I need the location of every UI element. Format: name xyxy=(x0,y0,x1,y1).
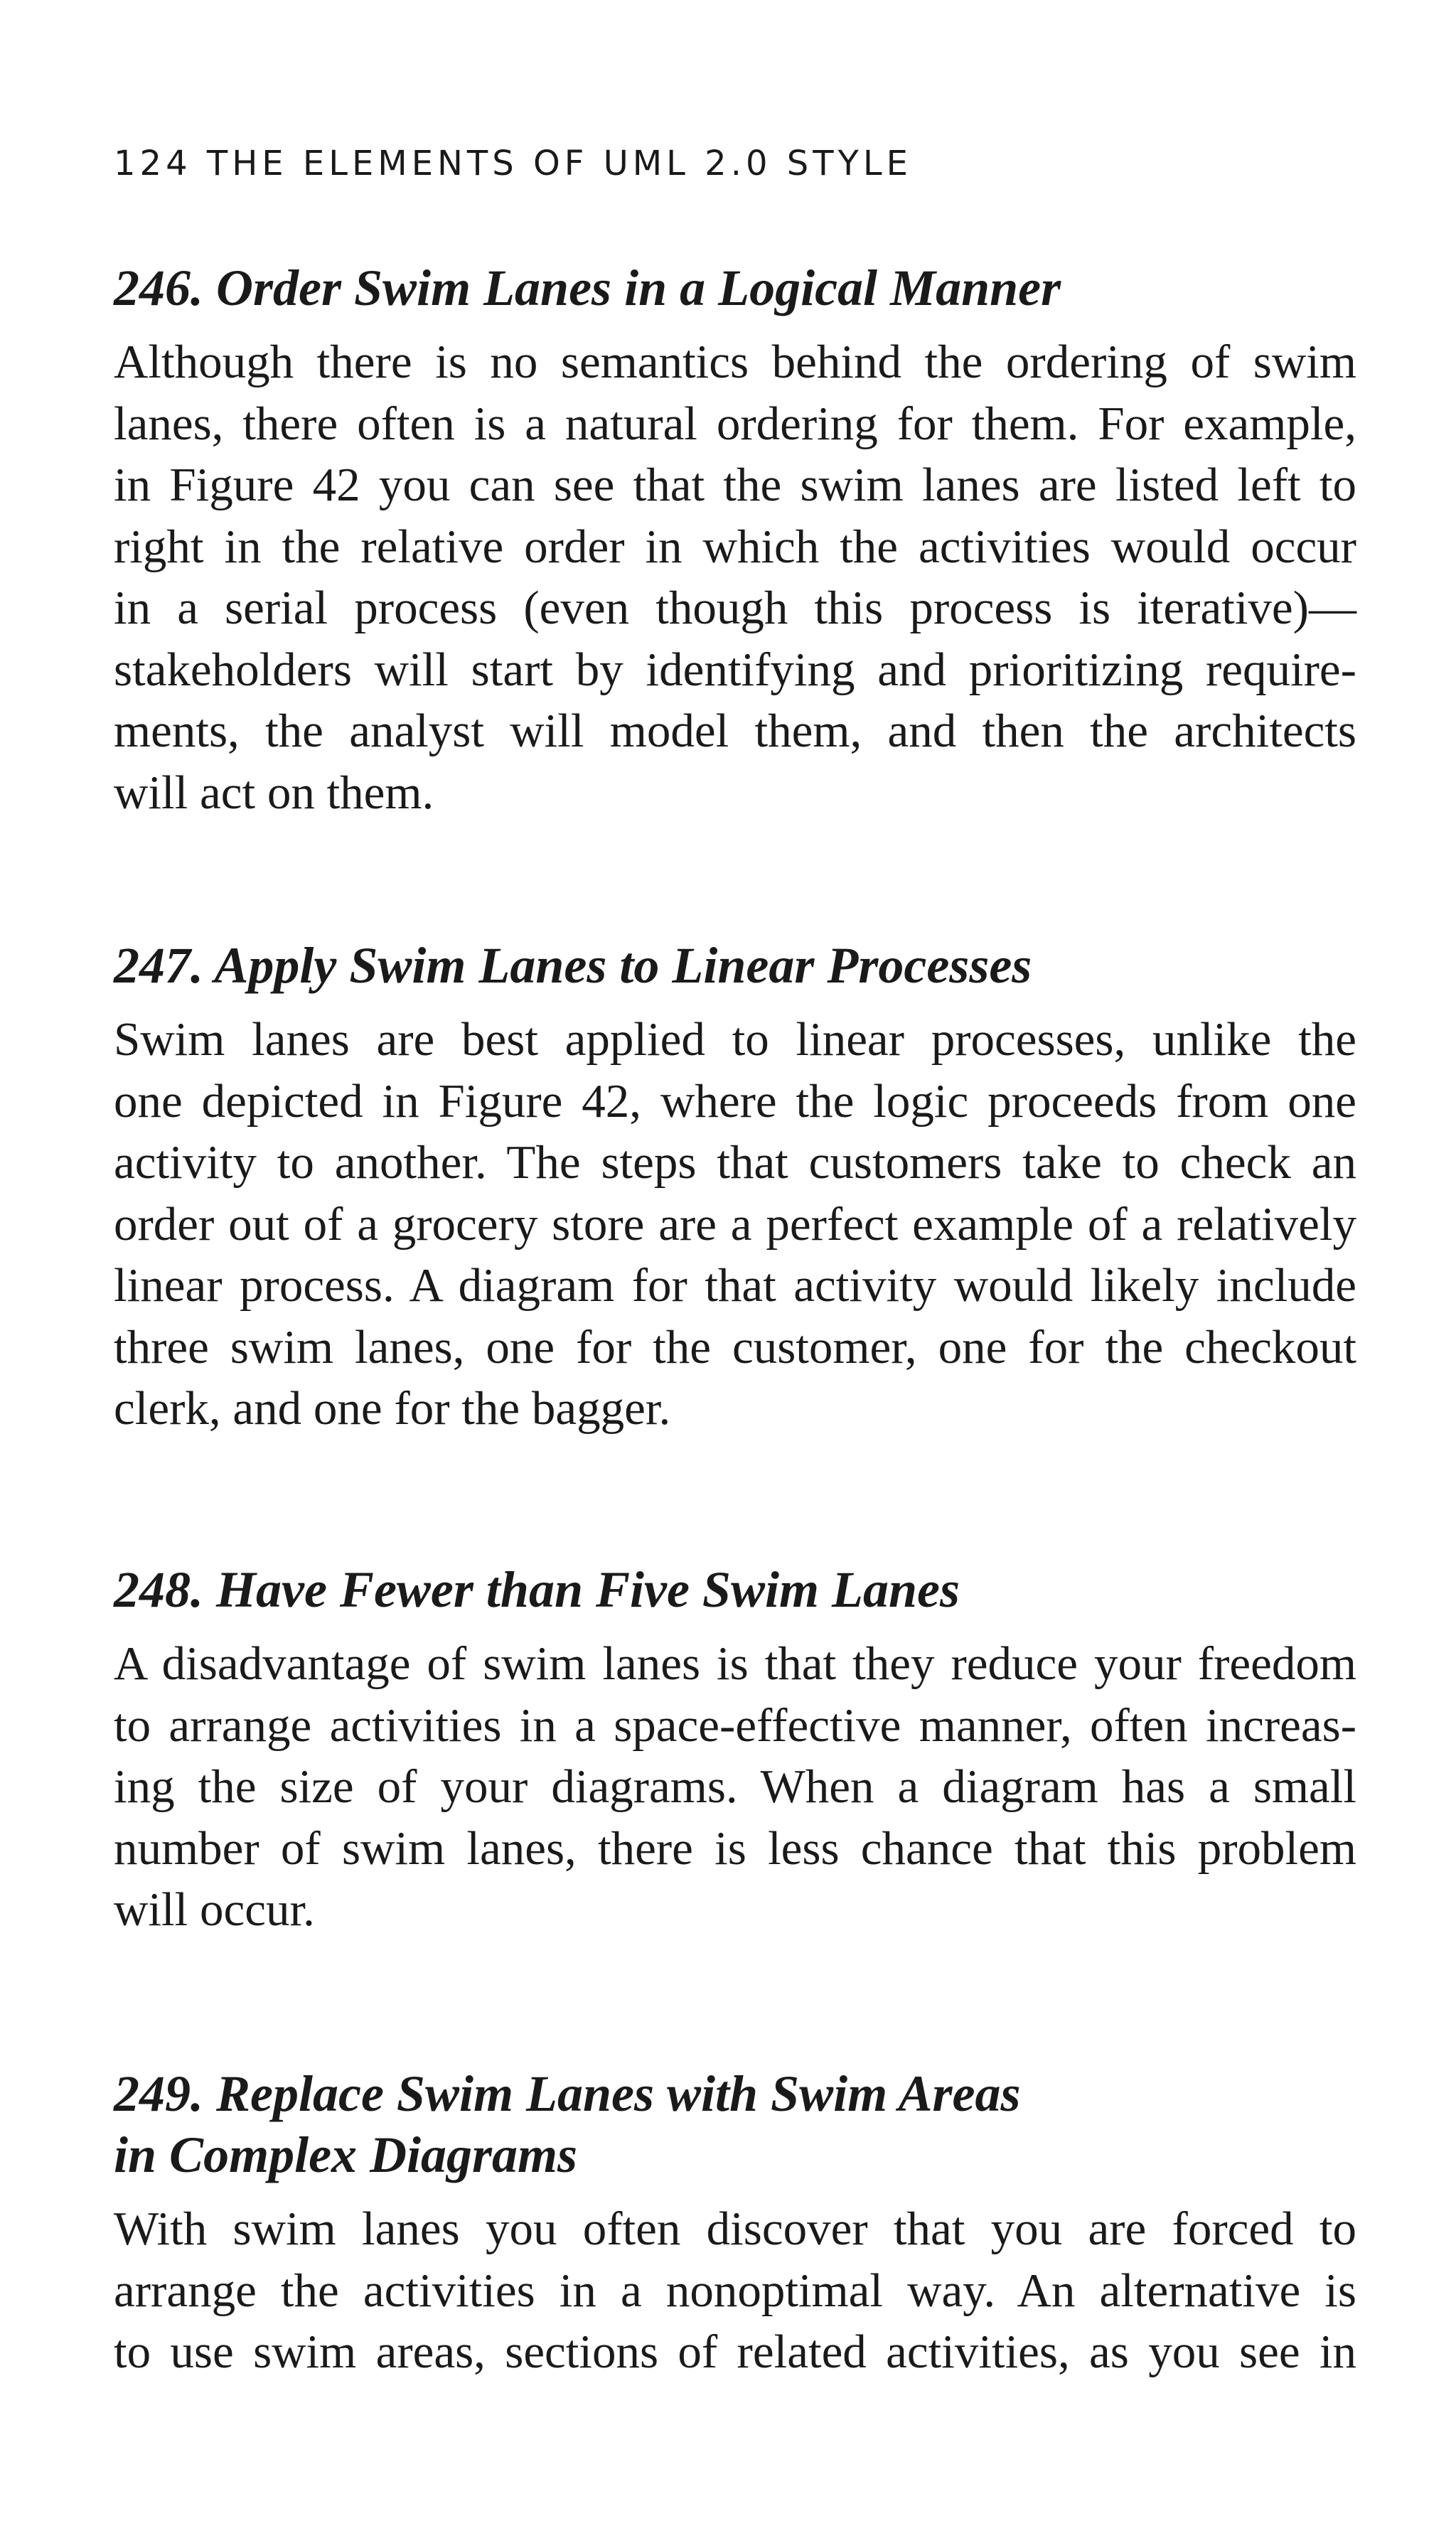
text-line: one depicted in Figure 42, where the logic proceeds from one xyxy=(114,1074,1356,1128)
heading-line: 246. Order Swim Lanes in a Logical Manner xyxy=(114,259,1061,316)
text-line: arrange the activities in a nonoptimal way. An alternative is xyxy=(114,2264,1356,2317)
guideline-body xyxy=(114,2198,1356,2383)
text-line: lanes, there often is a natural ordering for them. For example, xyxy=(114,397,1356,450)
guideline-body xyxy=(114,331,1356,823)
text-line: right in the relative order in which the activities would occur xyxy=(114,520,1356,573)
heading-line: 247. Apply Swim Lanes to Linear Processes xyxy=(114,937,1032,994)
text-line: order out of a grocery store are a perfect example of a relatively xyxy=(114,1197,1356,1251)
guideline-heading xyxy=(114,257,1356,318)
text-line: in Figure 42 you can see that the swim lanes are listed left to xyxy=(114,459,1356,511)
book-page xyxy=(114,0,1356,2548)
running-head: 124 THE ELEMENTS OF UML 2.0 STYLE xyxy=(114,144,912,183)
text-line: will occur. xyxy=(114,1883,315,1936)
text-line: to use swim areas, sections of related activities, as you see in xyxy=(114,2325,1356,2378)
guideline-249 xyxy=(114,2063,1356,2383)
guideline-246 xyxy=(114,257,1356,823)
text-line: three swim lanes, one for the customer, one for the checkout xyxy=(114,1320,1356,1374)
text-line: ing the size of your diagrams. When a diagram has a small xyxy=(114,1760,1356,1813)
guideline-248 xyxy=(114,1559,1356,1941)
guideline-247 xyxy=(114,935,1356,1440)
heading-line: 249. Replace Swim Lanes with Swim Areas xyxy=(114,2065,1021,2122)
guideline-body xyxy=(114,1633,1356,1941)
text-line: A disadvantage of swim lanes is that they reduce your freedom xyxy=(114,1637,1356,1690)
heading-line: in Complex Diagrams xyxy=(114,2126,578,2183)
text-line: activity to another. The steps that customers take to check an xyxy=(114,1136,1356,1189)
guideline-body xyxy=(114,1009,1356,1440)
text-line: in a serial process (even though this process is iterative)— xyxy=(114,582,1356,634)
text-line: clerk, and one for the bagger. xyxy=(114,1382,671,1435)
text-line: Although there is no semantics behind the ordering of swim xyxy=(114,336,1356,388)
text-line: linear process. A diagram for that activity would likely include xyxy=(114,1259,1356,1312)
text-line: With swim lanes you often discover that you are forced to xyxy=(114,2202,1356,2255)
guideline-heading xyxy=(114,935,1356,996)
heading-line: 248. Have Fewer than Five Swim Lanes xyxy=(114,1561,960,1618)
text-line: to arrange activities in a space-effective manner, often increas- xyxy=(114,1698,1356,1752)
text-line: will act on them. xyxy=(114,766,434,819)
guideline-heading xyxy=(114,1559,1356,1620)
text-line: ments, the analyst will model them, and then the architects xyxy=(114,705,1356,757)
text-line: Swim lanes are best applied to linear processes, unlike the xyxy=(114,1013,1356,1066)
text-line: number of swim lanes, there is less chance that this problem xyxy=(114,1821,1356,1875)
guideline-heading xyxy=(114,2063,1356,2185)
text-line: stakeholders will start by identifying and prioritizing require- xyxy=(114,643,1356,696)
